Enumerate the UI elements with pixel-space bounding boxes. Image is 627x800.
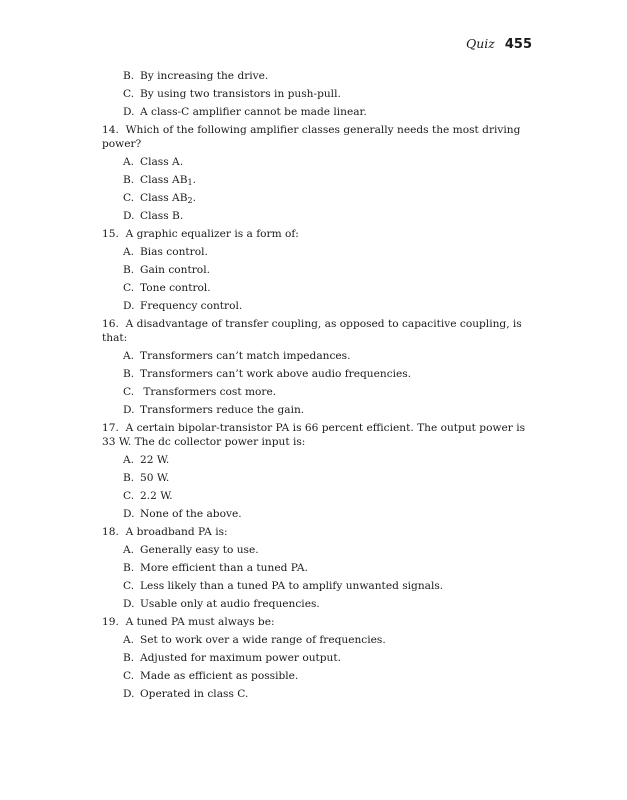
question-17 — [102, 421, 532, 521]
option-17-b: B. 50 W. — [123, 472, 170, 484]
option-14-b: B. Class $AB_1$. — [123, 174, 196, 187]
question-13-continued — [102, 69, 532, 119]
option-15-d: D. Frequency control. — [123, 300, 243, 312]
question-15 — [102, 227, 532, 313]
option-19-c: C. Made as efficient as possible. — [123, 670, 299, 682]
quiz-content — [102, 69, 532, 705]
option-13-b: B. By increasing the drive. — [123, 70, 269, 82]
question-16 — [102, 317, 532, 417]
section-title: Quiz — [465, 36, 495, 51]
question-16-text: 16. A disadvantage of transfer coupling, as opposed to capacitive coupling, is that: — [102, 318, 522, 344]
question-19 — [102, 615, 532, 701]
running-header — [466, 36, 532, 52]
option-14-a: A. Class A. — [123, 156, 184, 168]
option-15-b: B. Gain control. — [123, 264, 210, 276]
option-15-c: C. Tone control. — [123, 282, 211, 294]
option-17-c: C. 2.2 W. — [123, 490, 173, 502]
option-16-c: C. Transformers cost more. — [123, 386, 277, 398]
page-number: 455 — [504, 37, 532, 52]
question-18 — [102, 525, 532, 611]
option-16-b: B. Transformers can’t work above audio frequencies. — [123, 368, 412, 380]
option-18-d: D. Usable only at audio frequencies. — [123, 598, 320, 610]
option-18-a: A. Generally easy to use. — [123, 544, 259, 556]
option-18-c: C. Less likely than a tuned PA to amplify unwanted signals. — [123, 580, 444, 592]
question-17-text: 17. A certain bipolar-transistor PA is 66 percent efficient. The output power is 33 W. The dc collector power input is: — [102, 422, 526, 448]
option-16-d: D. Transformers reduce the gain. — [123, 404, 305, 416]
question-14 — [102, 123, 532, 223]
question-15-text: 15. A graphic equalizer is a form of: — [102, 228, 299, 240]
option-19-a: A. Set to work over a wide range of frequencies. — [123, 634, 386, 646]
option-14-c: C. Class $AB_2$. — [123, 192, 196, 205]
question-19-text: 19. A tuned PA must always be: — [102, 616, 275, 628]
option-19-d: D. Operated in class C. — [123, 688, 249, 700]
option-13-d: D. A class-C amplifier cannot be made linear. — [123, 106, 367, 118]
option-17-a: A. 22 W. — [123, 454, 170, 466]
option-17-d: D. None of the above. — [123, 508, 242, 520]
option-18-b: B. More efficient than a tuned PA. — [123, 562, 308, 574]
option-13-c: C. By using two transistors in push-pull. — [123, 88, 341, 100]
question-14-text: 14. Which of the following amplifier classes generally needs the most driving power? — [102, 124, 521, 150]
option-19-b: B. Adjusted for maximum power output. — [123, 652, 342, 664]
option-15-a: A. Bias control. — [123, 246, 208, 258]
question-18-text: 18. A broadband PA is: — [102, 526, 228, 538]
option-16-a: A. Transformers can’t match impedances. — [123, 350, 351, 362]
option-14-d: D. Class B. — [123, 210, 184, 222]
